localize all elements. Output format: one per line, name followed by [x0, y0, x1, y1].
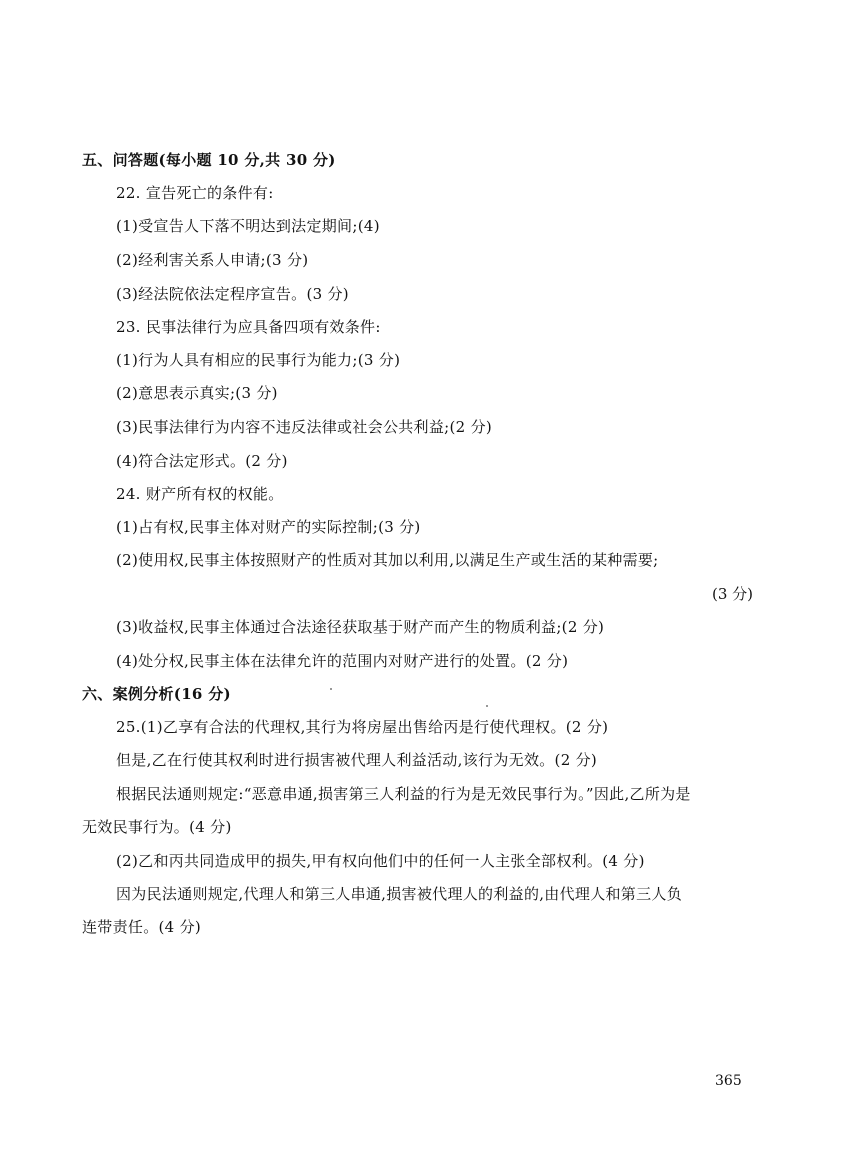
- q24-item-1: (1)占有权,民事主体对财产的实际控制;(3 分): [116, 518, 421, 536]
- q22-item-1: (1)受宣告人下落不明达到法定期间;(4): [116, 217, 380, 235]
- q23-title: 23. 民事法律行为应具备四项有效条件:: [116, 318, 381, 336]
- q22-title: 22. 宣告死亡的条件有:: [116, 184, 274, 202]
- q25-line-5: (2)乙和丙共同造成甲的损失,甲有权向他们中的任何一人主张全部权利。(4 分): [116, 852, 645, 870]
- q23-item-2: (2)意思表示真实;(3 分): [116, 384, 278, 402]
- q22-item-2: (2)经利害关系人申请;(3 分): [116, 251, 309, 269]
- q25-line-4: 无效民事行为。(4 分): [82, 818, 232, 836]
- q24-item-3: (3)收益权,民事主体通过合法途径获取基于财产而产生的物质利益;(2 分): [116, 618, 605, 636]
- scan-speck: [486, 705, 488, 707]
- q25-line-7: 连带责任。(4 分): [82, 918, 202, 936]
- q25-line-3: 根据民法通则规定:“恶意串通,损害第三人利益的行为是无效民事行为。”因此,乙所为是: [116, 785, 691, 803]
- q24-item-2: (2)使用权,民事主体按照财产的性质对其加以利用,以满足生产或生活的某种需要;: [116, 551, 659, 569]
- q25-line-1: 25.(1)乙享有合法的代理权,其行为将房屋出售给丙是行使代理权。(2 分): [116, 718, 609, 736]
- q25-line-6: 因为民法通则规定,代理人和第三人串通,损害被代理人的利益的,由代理人和第三人负: [116, 885, 683, 903]
- q24-item-4: (4)处分权,民事主体在法律允许的范围内对财产进行的处置。(2 分): [116, 652, 569, 670]
- q25-line-2: 但是,乙在行使其权利时进行损害被代理人利益活动,该行为无效。(2 分): [116, 751, 598, 769]
- q23-item-4: (4)符合法定形式。(2 分): [116, 452, 288, 470]
- q24-item-2-score: (3 分): [711, 585, 753, 603]
- q24-title: 24. 财产所有权的权能。: [116, 485, 284, 503]
- q23-item-3: (3)民事法律行为内容不违反法律或社会公共利益;(2 分): [116, 418, 493, 436]
- section-heading-case-analysis: 六、案例分析(16 分): [82, 685, 231, 703]
- section-heading-qa: 五、问答题(每小题 10 分,共 30 分): [82, 151, 336, 169]
- q23-item-1: (1)行为人具有相应的民事行为能力;(3 分): [116, 351, 401, 369]
- q22-item-3: (3)经法院依法定程序宣告。(3 分): [116, 285, 349, 303]
- scan-speck: [330, 688, 332, 690]
- page-number: 365: [715, 1073, 742, 1089]
